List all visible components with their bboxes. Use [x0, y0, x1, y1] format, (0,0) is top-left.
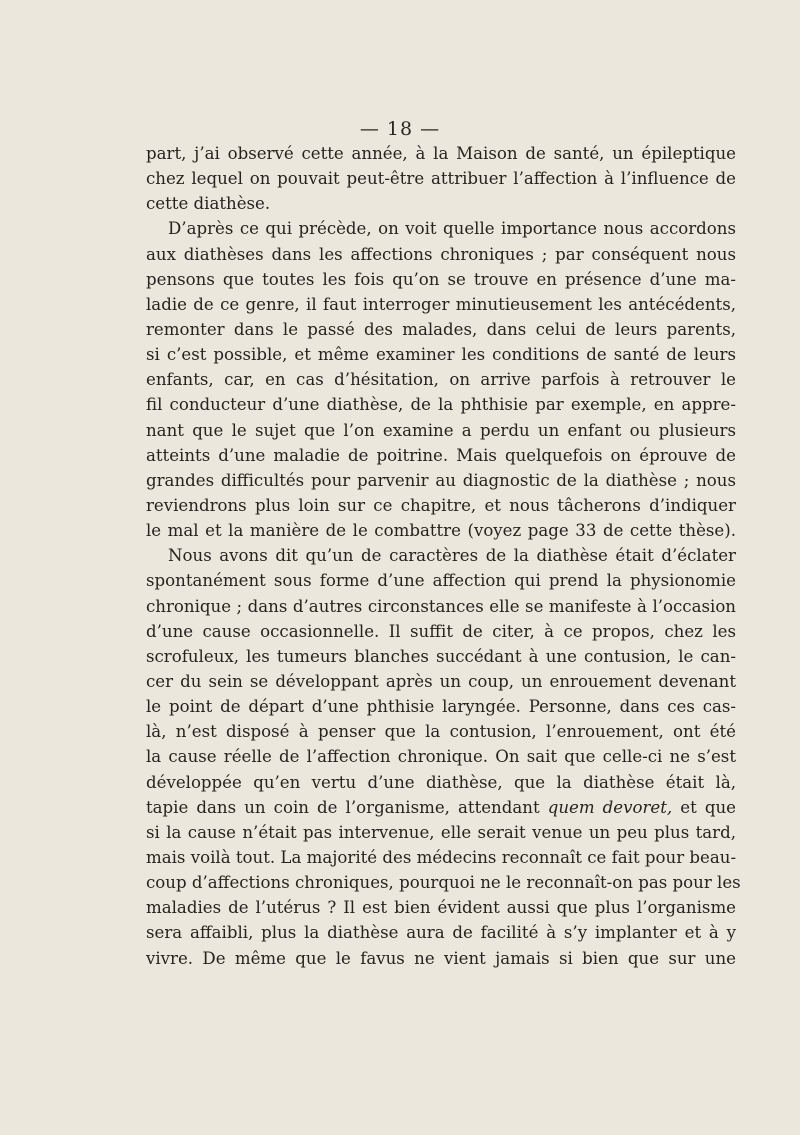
text-line: sera affaibli, plus la diathèse aura de facilité à s’y implanter et à y [146, 923, 736, 943]
text-line: aux diathèses dans les affections chroniques ; par conséquent nous [146, 244, 736, 264]
text-line: maladies de l’utérus ? Il est bien évident aussi que plus l’organisme [146, 898, 736, 918]
text-line: coup d’affections chroniques, pourquoi ne le reconnaît-on pas pour les [146, 873, 741, 893]
text-line: D’après ce qui précède, on voit quelle importance nous accordons [168, 219, 736, 239]
text-line: le point de départ d’une phthisie laryngée. Personne, dans ces cas- [146, 697, 736, 717]
text-line: spontanément sous forme d’une affection qui prend la physionomie [146, 571, 736, 591]
text-line: si la cause n’était pas intervenue, elle serait venue un peu plus tard, [146, 822, 736, 842]
text-line: cer du sein se développant après un coup, un enrouement devenant [146, 671, 736, 691]
text-line: chronique ; dans d’autres circonstances elle se manifeste à l’occasion [146, 596, 736, 616]
text-line: ladie de ce genre, il faut interroger minutieusement les antécédents, [146, 294, 736, 314]
text-line: remonter dans le passé des malades, dans celui de leurs parents, [146, 319, 736, 339]
text-fragment: et que [680, 797, 736, 817]
text-line: scrofuleux, les tumeurs blanches succédant à une contusion, le can- [146, 646, 736, 666]
text-line: développée qu’en vertu d’une diathèse, que la diathèse était là, [146, 772, 736, 792]
latin-phrase: quem devoret, [547, 797, 673, 817]
page-number: — 18 — [359, 118, 441, 140]
text-line: le mal et la manière de le combattre (voyez page 33 de cette thèse). [146, 521, 736, 541]
text-line: atteints d’une maladie de poitrine. Mais quelquefois on éprouve de [146, 445, 736, 465]
text-line: fil conducteur d’une diathèse, de la phthisie par exemple, en appre- [146, 395, 736, 415]
text-line: part, j’ai observé cette année, à la Maison de santé, un épileptique [146, 144, 736, 163]
text-line: d’une cause occasionnelle. Il suffit de citer, à ce propos, chez les [146, 621, 736, 641]
text-line [146, 795, 736, 820]
text-line: cette diathèse. [146, 194, 271, 214]
text-line: Nous avons dit qu’un de caractères de la diathèse était d’éclater [168, 546, 736, 566]
text-line: mais voilà tout. La majorité des médecins reconnaît ce fait pour beau- [146, 847, 737, 867]
text-line: grandes difficultés pour parvenir au diagnostic de la diathèse ; nous [146, 470, 736, 490]
text-line: nant que le sujet que l’on examine a perdu un enfant ou plusieurs [146, 420, 736, 440]
text-line: reviendrons plus loin sur ce chapitre, et nous tâcherons d’indiquer [146, 495, 736, 515]
body-text [146, 141, 741, 971]
text-line: chez lequel on pouvait peut-être attribuer l’affection à l’influence de [146, 169, 736, 189]
text-line: vivre. De même que le favus ne vient jamais si bien que sur une [146, 948, 736, 968]
text-line: pensons que toutes les fois qu’on se trouve en présence d’une ma- [146, 269, 736, 289]
text-line: la cause réelle de l’affection chronique. On sait que celle-ci ne s’est [146, 747, 736, 767]
text-line: là, n’est disposé à penser que la contusion, l’enrouement, ont été [146, 722, 736, 742]
text-fragment: tapie dans un coin de l’organisme, attendant [146, 797, 540, 817]
text-line: si c’est possible, et même examiner les conditions de santé de leurs [146, 345, 736, 365]
text-line: enfants, car, en cas d’hésitation, on arrive parfois à retrouver le [146, 370, 736, 390]
